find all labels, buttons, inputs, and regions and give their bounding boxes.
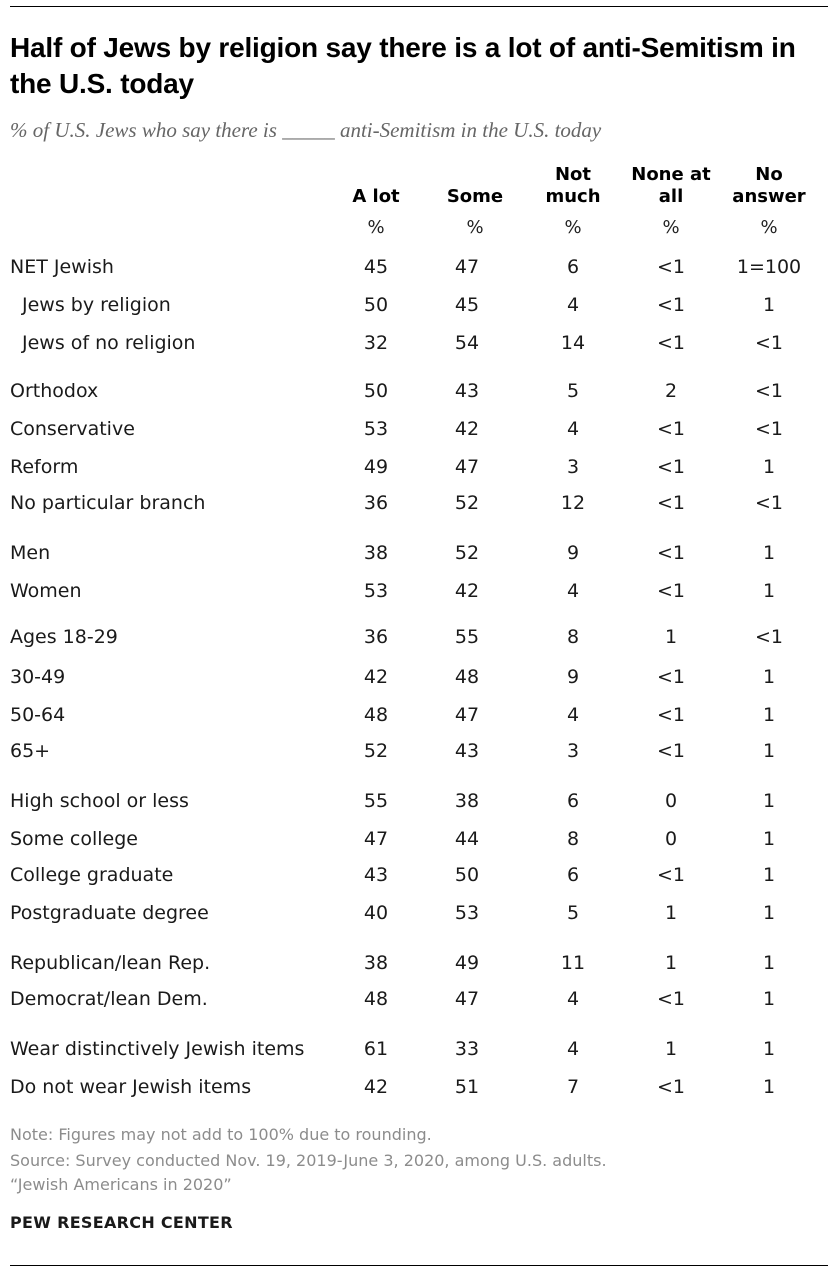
data-cell: 32 — [363, 332, 389, 354]
col-header-none-at-all-line1: None at — [631, 164, 711, 185]
data-cell: 1 — [762, 704, 776, 726]
table-row — [0, 256, 838, 286]
row-label: Some college — [10, 828, 138, 850]
data-cell: 1 — [762, 580, 776, 602]
row-label: Postgraduate degree — [10, 902, 209, 924]
data-cell: <1 — [754, 332, 783, 354]
data-cell: 47 — [454, 256, 480, 278]
data-cell: 4 — [566, 1038, 580, 1060]
data-cell: 53 — [454, 902, 480, 924]
bottom-rule — [10, 1265, 828, 1266]
data-cell: 42 — [454, 580, 480, 602]
data-cell: <1 — [656, 542, 685, 564]
data-cell: 0 — [664, 828, 678, 850]
table-row — [0, 626, 838, 656]
data-cell: 1 — [664, 1038, 678, 1060]
data-cell: 3 — [566, 740, 580, 762]
data-cell: 5 — [566, 902, 580, 924]
data-cell: <1 — [754, 380, 783, 402]
top-rule — [10, 6, 828, 7]
table-row — [0, 1076, 838, 1106]
data-cell: 8 — [566, 626, 580, 648]
pew-research-center-logo: PEW RESEARCH CENTER — [10, 1213, 233, 1232]
data-cell: 36 — [363, 626, 389, 648]
data-cell: 49 — [363, 456, 389, 478]
chart-subtitle: % of U.S. Jews who say there is _____ anti-Semitism in the U.S. today — [10, 118, 602, 142]
data-cell: 47 — [454, 704, 480, 726]
data-cell: 47 — [454, 456, 480, 478]
data-cell: 45 — [363, 256, 389, 278]
data-cell: 52 — [363, 740, 389, 762]
data-cell: 55 — [363, 790, 389, 812]
row-label: Do not wear Jewish items — [10, 1076, 252, 1098]
data-cell: 4 — [566, 418, 580, 440]
data-cell: 8 — [566, 828, 580, 850]
row-label: Wear distinctively Jewish items — [10, 1038, 305, 1060]
data-cell: <1 — [656, 864, 685, 886]
col-unit-not-much: % — [564, 217, 582, 238]
row-label: Democrat/lean Dem. — [10, 988, 208, 1010]
data-cell: 38 — [363, 542, 389, 564]
data-cell: <1 — [656, 1076, 685, 1098]
row-label: Ages 18-29 — [10, 626, 118, 648]
report-title: “Jewish Americans in 2020” — [10, 1175, 232, 1194]
data-cell: 1 — [664, 626, 678, 648]
table-row — [0, 294, 838, 324]
data-cell: 53 — [363, 580, 389, 602]
data-cell: 4 — [566, 704, 580, 726]
data-cell: 48 — [454, 666, 480, 688]
data-cell: 1 — [762, 790, 776, 812]
row-label: Orthodox — [10, 380, 99, 402]
data-cell: 45 — [454, 294, 480, 316]
data-cell: <1 — [754, 626, 783, 648]
row-label: College graduate — [10, 864, 174, 886]
data-cell: 40 — [363, 902, 389, 924]
data-cell: 52 — [454, 492, 480, 514]
table-row — [0, 492, 838, 522]
data-cell: 53 — [363, 418, 389, 440]
table-row — [0, 828, 838, 858]
data-cell: 1 — [762, 864, 776, 886]
col-header-no-answer-line1: No — [755, 164, 783, 185]
data-cell: 43 — [363, 864, 389, 886]
table-row — [0, 864, 838, 894]
row-label: High school or less — [10, 790, 189, 812]
table-row — [0, 952, 838, 982]
data-cell: 33 — [454, 1038, 480, 1060]
row-label: Republican/lean Rep. — [10, 952, 211, 974]
table-row — [0, 902, 838, 932]
data-cell: 9 — [566, 542, 580, 564]
data-cell: 3 — [566, 456, 580, 478]
data-cell: 1 — [762, 952, 776, 974]
data-cell: 12 — [560, 492, 586, 514]
data-cell: 43 — [454, 740, 480, 762]
data-cell: 47 — [454, 988, 480, 1010]
data-cell: <1 — [656, 704, 685, 726]
data-cell: 1 — [762, 456, 776, 478]
data-cell: 7 — [566, 1076, 580, 1098]
table-row — [0, 580, 838, 610]
row-label: Jews of no religion — [22, 332, 196, 354]
table-row — [0, 1038, 838, 1068]
data-cell: 1 — [762, 740, 776, 762]
footnote: Note: Figures may not add to 100% due to rounding. — [10, 1125, 432, 1144]
data-cell: 1 — [762, 1038, 776, 1060]
data-cell: 6 — [566, 256, 580, 278]
col-unit-none-at-all: % — [662, 217, 680, 238]
data-cell: 50 — [454, 864, 480, 886]
data-cell: 50 — [363, 380, 389, 402]
data-cell: 1 — [762, 828, 776, 850]
col-header-not-much-line1: Not — [554, 164, 592, 185]
row-label: Conservative — [10, 418, 135, 440]
row-label: 30-49 — [10, 666, 66, 688]
row-label: Men — [10, 542, 51, 564]
data-cell: 1 — [762, 666, 776, 688]
row-label: Women — [10, 580, 82, 602]
table-row — [0, 456, 838, 486]
data-cell: 1 — [762, 294, 776, 316]
table-row — [0, 380, 838, 410]
data-cell: <1 — [656, 256, 685, 278]
data-cell: 14 — [560, 332, 586, 354]
data-cell: 9 — [566, 666, 580, 688]
data-cell: 1 — [762, 988, 776, 1010]
data-cell: 48 — [363, 988, 389, 1010]
data-cell: 51 — [454, 1076, 480, 1098]
data-cell: <1 — [656, 456, 685, 478]
data-cell: <1 — [754, 492, 783, 514]
data-cell: 43 — [454, 380, 480, 402]
data-cell: 6 — [566, 864, 580, 886]
data-cell: 36 — [363, 492, 389, 514]
row-label: NET Jewish — [10, 256, 114, 278]
data-cell: 2 — [664, 380, 678, 402]
data-cell: 38 — [363, 952, 389, 974]
col-header-no-answer-line2: answer — [732, 186, 806, 207]
data-cell: 6 — [566, 790, 580, 812]
table-row — [0, 988, 838, 1018]
data-cell: 54 — [454, 332, 480, 354]
data-cell: 49 — [454, 952, 480, 974]
data-cell: 44 — [454, 828, 480, 850]
data-cell: <1 — [656, 740, 685, 762]
data-cell: 55 — [454, 626, 480, 648]
table-row — [0, 740, 838, 770]
table-row — [0, 542, 838, 572]
row-label: No particular branch — [10, 492, 206, 514]
data-cell: 4 — [566, 294, 580, 316]
data-cell: 1 — [762, 902, 776, 924]
source-note: Source: Survey conducted Nov. 19, 2019-June 3, 2020, among U.S. adults. — [10, 1151, 607, 1170]
row-label: 65+ — [10, 740, 51, 762]
table-row — [0, 332, 838, 362]
data-cell: 1 — [762, 1076, 776, 1098]
col-header-some: Some — [446, 186, 504, 207]
col-unit-some: % — [466, 217, 484, 238]
data-cell: 47 — [363, 828, 389, 850]
data-cell: 50 — [363, 294, 389, 316]
data-cell: 42 — [454, 418, 480, 440]
col-header-not-much-line2: much — [545, 186, 601, 207]
data-cell: 4 — [566, 988, 580, 1010]
data-cell: 42 — [363, 666, 389, 688]
data-cell: 38 — [454, 790, 480, 812]
row-label: 50-64 — [10, 704, 66, 726]
col-header-a-lot: A lot — [352, 186, 400, 207]
data-cell: 1 — [664, 952, 678, 974]
data-cell: <1 — [656, 492, 685, 514]
data-cell: <1 — [656, 988, 685, 1010]
data-cell: 5 — [566, 380, 580, 402]
data-cell: 61 — [363, 1038, 389, 1060]
data-cell: 11 — [560, 952, 586, 974]
data-cell: 1=100 — [736, 256, 802, 278]
data-cell: <1 — [656, 418, 685, 440]
table-row — [0, 704, 838, 734]
data-cell: <1 — [656, 666, 685, 688]
table-row — [0, 666, 838, 696]
data-cell: 48 — [363, 704, 389, 726]
col-unit-a-lot: % — [367, 217, 385, 238]
data-cell: 52 — [454, 542, 480, 564]
data-cell: 4 — [566, 580, 580, 602]
col-unit-no-answer: % — [760, 217, 778, 238]
data-cell: 1 — [762, 542, 776, 564]
data-cell: <1 — [656, 580, 685, 602]
col-header-none-at-all-line2: all — [658, 186, 684, 207]
data-cell: 42 — [363, 1076, 389, 1098]
chart-title: Half of Jews by religion say there is a lot of anti-Semitism in the U.S. today — [10, 32, 796, 99]
row-label: Jews by religion — [22, 294, 171, 316]
data-cell: 0 — [664, 790, 678, 812]
row-label: Reform — [10, 456, 79, 478]
data-cell: 1 — [664, 902, 678, 924]
data-cell: <1 — [656, 332, 685, 354]
table-row — [0, 790, 838, 820]
data-cell: <1 — [754, 418, 783, 440]
data-cell: <1 — [656, 294, 685, 316]
table-row — [0, 418, 838, 448]
